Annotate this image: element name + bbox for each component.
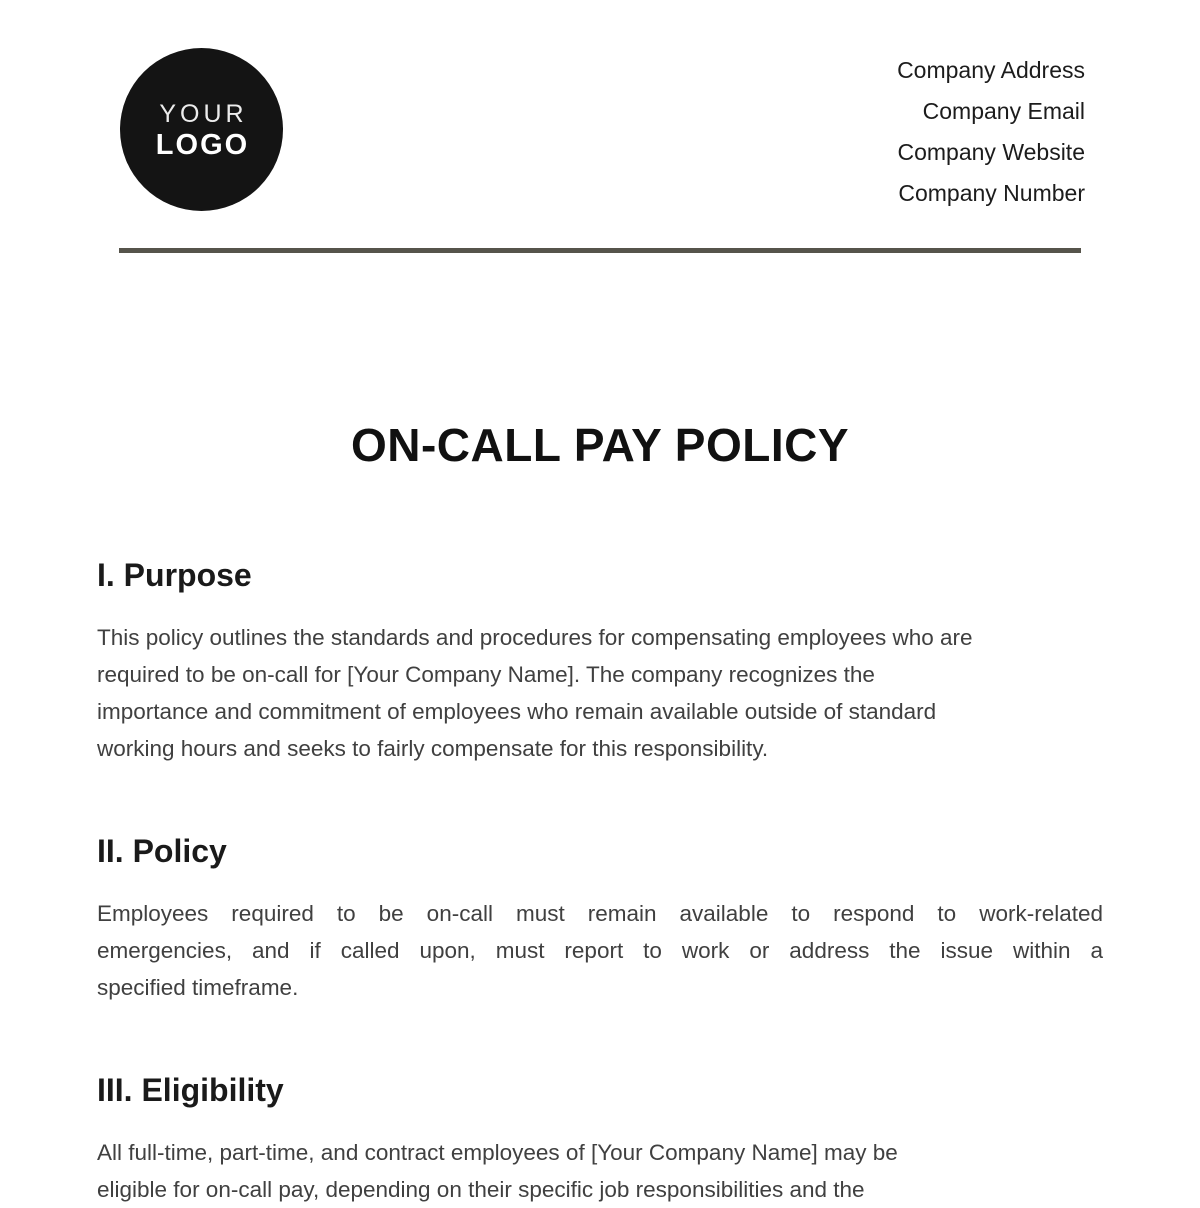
document-body (97, 555, 1103, 1208)
paragraph-line: working hours and seeks to fairly compensate for this responsibility. (97, 736, 769, 761)
section-purpose (97, 555, 1103, 767)
paragraph-line: required to be on-call for [Your Company Name]. The company recognizes the (97, 662, 875, 687)
paragraph-line: This policy outlines the standards and procedures for compensating employees who are (97, 625, 973, 650)
contact-line-email: Company Email (922, 98, 1085, 124)
document-title: ON-CALL PAY POLICY (350, 419, 850, 471)
section-paragraph-policy (97, 895, 1103, 1006)
logo-text-logo: LOGO (155, 128, 250, 161)
contact-line-website: Company Website (897, 139, 1085, 165)
section-heading-eligibility: III. Eligibility (97, 1072, 284, 1108)
section-paragraph-purpose (97, 619, 1103, 767)
company-contact-block (897, 50, 1085, 214)
paragraph-line: specified timeframe. (97, 975, 299, 1000)
section-paragraph-eligibility (97, 1134, 1103, 1208)
section-eligibility (97, 1070, 1103, 1208)
paragraph-line: importance and commitment of employees who remain available outside of standard (97, 699, 937, 724)
section-heading-policy: II. Policy (97, 833, 227, 869)
company-logo (120, 48, 283, 211)
paragraph-line: Employees required to be on-call must remain available to respond to work-related (97, 901, 1103, 926)
section-policy (97, 831, 1103, 1006)
page-header (0, 0, 1200, 214)
contact-line-number: Company Number (898, 180, 1085, 206)
section-heading-purpose: I. Purpose (97, 557, 252, 593)
paragraph-line: eligible for on-call pay, depending on their specific job responsibilities and the (97, 1177, 865, 1202)
paragraph-line: emergencies, and if called upon, must report to work or address the issue within a (97, 938, 1103, 963)
header-divider (119, 248, 1081, 253)
logo-text-your: YOUR (159, 99, 248, 128)
paragraph-line: All full-time, part-time, and contract employees of [Your Company Name] may be (97, 1140, 898, 1165)
contact-line-address: Company Address (897, 57, 1085, 83)
